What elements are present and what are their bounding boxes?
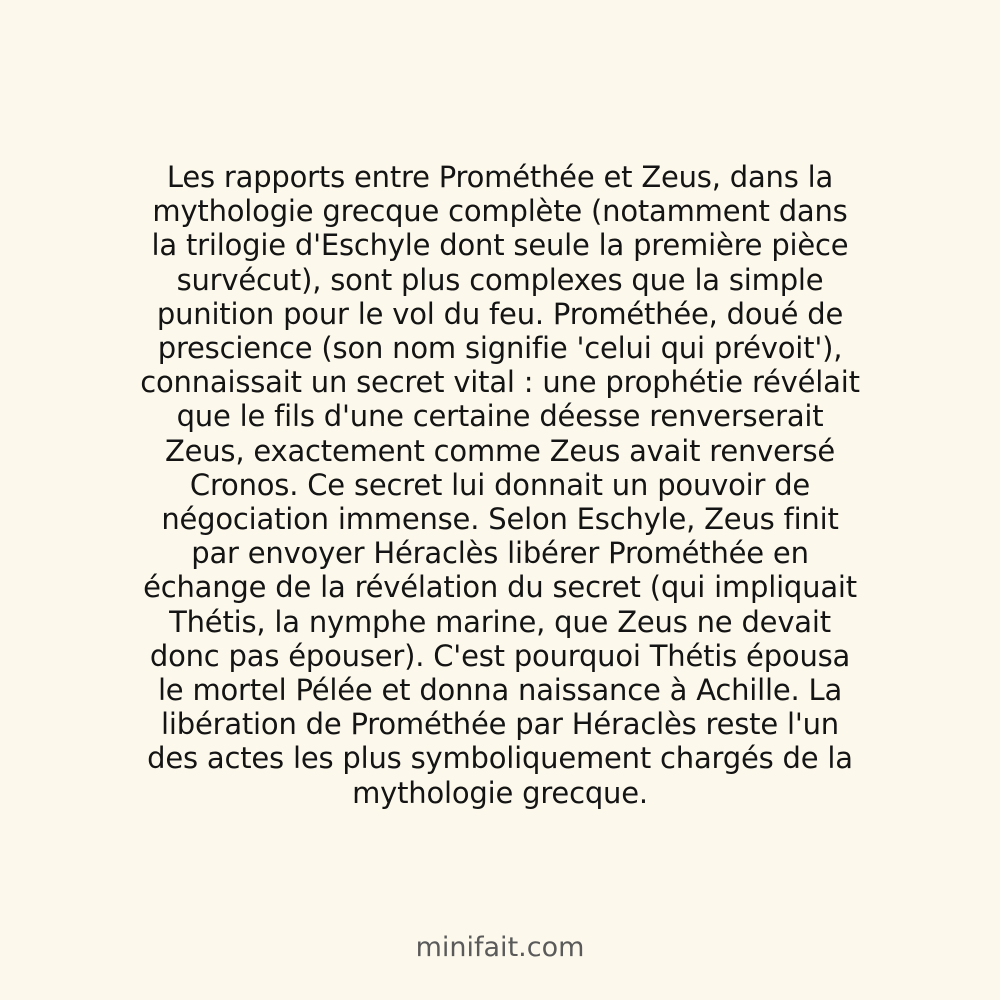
fact-paragraph: Les rapports entre Prométhée et Zeus, dans la mythologie grecque complète (notamment dans la trilogie d'Eschyle dont seule la première pièce survécut), sont plus complexes que la simple punition pour le vol du feu. Prométhée, doué de prescience (son nom signifie 'celui qui prévoit'), connaissait un secret vital : une prophétie révélait que le fils d'une certaine déesse renverserait Zeus, exactement comme Zeus avait renversé Cronos. Ce secret lui donnait un pouvoir de négociation immense. Selon Eschyle, Zeus finit par envoyer Héraclès libérer Prométhée en échange de la révélation du secret (qui impliquait Thétis, la nymphe marine, que Zeus ne devait donc pas épouser). C'est pourquoi Thétis épousa le mortel Pélée et donna naissance à Achille. La libération de Prométhée par Héraclès reste l'un des actes les plus symboliquement chargés de la mythologie grecque. [140,160,860,810]
site-watermark: minifait.com [415,932,585,963]
